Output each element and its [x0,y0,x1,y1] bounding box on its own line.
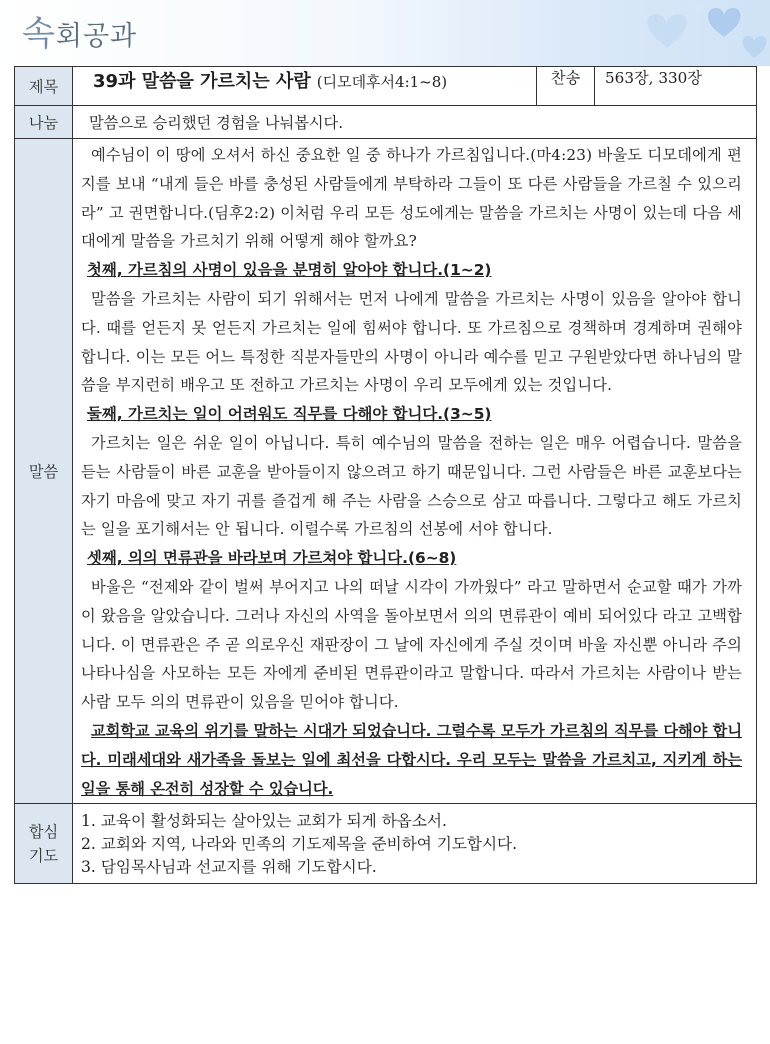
prayer-label-line2: 기도 [28,846,59,865]
title-cell [73,67,537,106]
share-row [15,106,757,139]
brand-small: 회공과 [55,21,138,52]
section-heading-3: 셋째, 의의 면류관을 바라보며 가르쳐야 합니다.(6~8) [87,549,457,568]
prayer-item: 3. 담임목사님과 선교지를 위해 기도합시다. [81,858,377,877]
prayer-item: 2. 교회와 지역, 나라와 민족의 기도제목을 준비하여 기도합시다. [81,835,518,854]
intro-paragraph: 예수님이 이 땅에 오셔서 하신 중요한 일 중 하나가 가르침입니다.(마4:23) 바울도 디모데에게 편지를 보내 “내게 들은 바를 충성된 사람들에게 부탁하라 그들이 또 다른 사람들을 가르칠 수 있으리라” 고 권면합니다.(딤후2:2) 이처럼 우리 모든 성도에게는 말씀을 가르치는 사명이 있는데 다음 세대에게 말씀을 가르치기 위해 어떻게 해야 할까요? [81,146,742,251]
conclusion-paragraph: 교회학교 교육의 위기를 말하는 시대가 되었습니다. 그럴수록 모두가 가르침의 직무를 다해야 합니다. 미래세대와 새가족을 돌보는 일에 최선을 다합시다. 우리 모두는 말씀을 가르치고, 지키게 하는 일을 통해 온전히 성장할 수 있습니다. [81,721,742,798]
prayer-label-line1: 합심 [28,822,59,841]
section-body-3: 바울은 “전제와 같이 벌써 부어지고 나의 떠날 시각이 가까웠다” 라고 말하면서 순교할 때가 가까이 왔음을 알았습니다. 그러나 자신의 사역을 돌아보면서 의의 면류관이 예비 되어있다 라고 고백합니다. 이 면류관은 주 곧 의로우신 재판장이 그 날에 자신에게 주실 것이며 바울 자신뿐 아니라 주의 나타나심을 사모하는 모든 자에게 준비된 면류관이라고 말합니다. 따라서 가르치는 사람이나 받는 사람 모두 의의 면류관이 있음을 믿어야 합니다. [81,577,742,712]
brand-big: 속 [22,14,56,54]
word-row [15,139,757,804]
prayer-item: 1. 교육이 활성화되는 살아있는 교회가 되게 하옵소서. [81,812,447,831]
hymn-value: 563장, 330장 [595,67,757,106]
word-body [73,139,757,804]
title-row [15,67,757,106]
share-label: 나눔 [15,106,73,139]
prayer-list [73,804,757,884]
scripture-ref: (디모데후서4:1~8) [316,73,448,91]
section-heading-2: 둘째, 가르치는 일이 어려워도 직무를 다해야 합니다.(3~5) [87,405,492,424]
word-label: 말씀 [15,139,73,804]
section-body-1: 말씀을 가르치는 사람이 되기 위해서는 먼저 나에게 말씀을 가르치는 사명이 있음을 알아야 합니다. 때를 얻든지 못 얻든지 가르치는 일에 힘써야 합니다. 또 가르침으로 경책하며 경계하며 권해야 합니다. 이는 모든 어느 특정한 직분자들만의 사명이 아니라 예수를 믿고 구원받았다면 하나님의 말씀을 부지런히 배우고 또 전하고 가르치는 사명이 우리 모두에게 있는 것입니다. [81,289,742,395]
heart-icon [600,2,770,66]
prayer-row [15,804,757,884]
lesson-table [14,66,757,884]
share-text: 말씀으로 승리했던 경험을 나눠봅시다. [73,106,757,139]
lesson-title: 39과 말씀을 가르치는 사람 [93,71,311,92]
brand-logo [22,6,137,55]
prayer-label [15,804,73,884]
title-label: 제목 [15,67,73,106]
hymn-label: 찬송 [537,67,595,106]
section-body-2: 가르치는 일은 쉬운 일이 아닙니다. 특히 예수님의 말씀을 전하는 일은 매우 어렵습니다. 말씀을 듣는 사람들이 바른 교훈을 받아들이지 않으려고 하기 때문입니다. 그런 사람들은 바른 교훈보다는 자기 마음에 맞고 자기 귀를 즐겁게 해 주는 사람을 스승으로 삼고 따릅니다. 그렇다고 해도 가르치는 일을 포기해서는 안 됩니다. 이럴수록 가르침의 선봉에 서야 합니다. [81,433,742,539]
section-heading-1: 첫째, 가르침의 사명이 있음을 분명히 알아야 합니다.(1~2) [87,261,492,280]
